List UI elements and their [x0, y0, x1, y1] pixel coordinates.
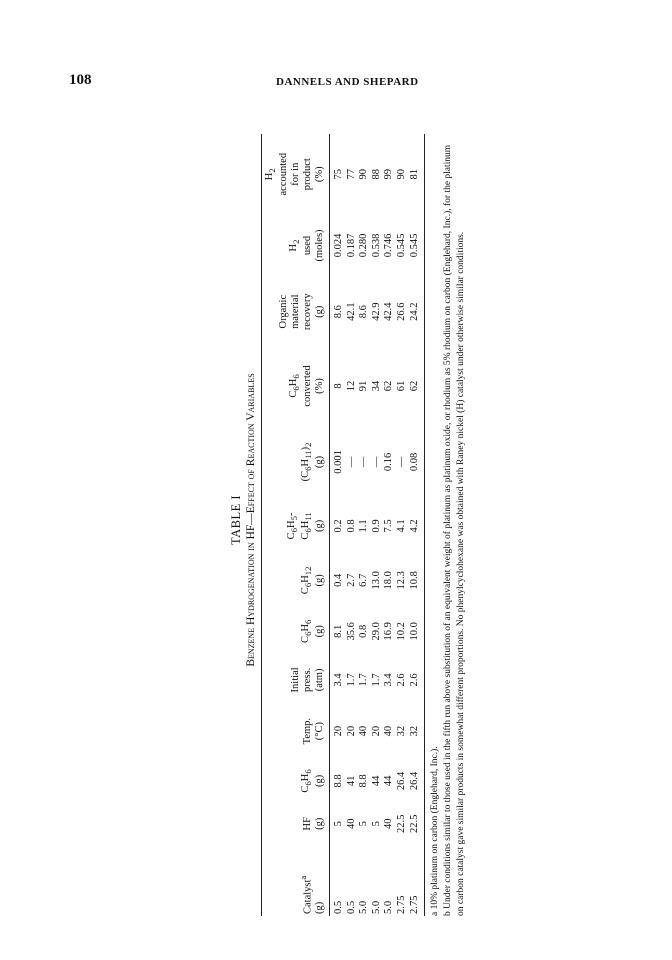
- table-cell: 61: [396, 380, 408, 392]
- table-cell: 1.7: [345, 673, 357, 687]
- table-cell: 5: [333, 821, 345, 827]
- table-cell: 0.746: [383, 233, 395, 258]
- table-row: [396, 134, 409, 916]
- table-cell: 0.8: [358, 624, 370, 638]
- rotated-table-block: [227, 120, 497, 920]
- table-cell: 24.2: [408, 302, 420, 321]
- table-cell: 3.4: [383, 673, 395, 687]
- table-cell: 42.9: [370, 302, 382, 321]
- table-cell: 7.5: [383, 519, 395, 533]
- table-cell: 90: [396, 168, 408, 180]
- table-cell: —: [370, 456, 382, 468]
- table-cell: 8: [333, 383, 345, 389]
- col-recovery: Organic material recovery (g): [278, 293, 326, 331]
- table-row: [346, 134, 359, 916]
- col-bicyclohexyl: $(C_6H_{11})_2$ (g): [300, 442, 326, 482]
- table-cell: 42.4: [383, 302, 395, 321]
- col-hf: HF (g): [302, 817, 326, 831]
- table-cell: 5: [370, 821, 382, 827]
- table-cell: 8.6: [333, 305, 345, 319]
- table-cell: 13.0: [370, 571, 382, 590]
- footnotes: [429, 134, 468, 916]
- table-cell: 41: [345, 775, 357, 787]
- table-cell: 0.4: [333, 573, 345, 587]
- running-head: DANNELS AND SHEPARD: [276, 76, 419, 88]
- footnote-a: a 10% platinum on carbon (Englehard, Inc.).: [430, 746, 441, 916]
- table-cell: 5.0: [370, 900, 382, 914]
- table-cell: 2.75: [396, 895, 408, 914]
- table-cell: 40: [345, 818, 357, 830]
- table-cell: 8.8: [333, 774, 345, 788]
- footnote-b: b Under conditions similar to those used in the fifth run above substitution of an equivalent weight of platinum as platinum oxide, or rhodium as 5% rhodium on carbon (Englehard, Inc.), for the platinum on carbon catalyst gave similar products in somewhat different proportions. No phenylcyclohexane was obtained with Raney nickel (H) catalyst under otherwise similar conditions.: [443, 144, 467, 916]
- table-cell: 40: [358, 725, 370, 737]
- table-row: [358, 134, 371, 916]
- table-cell: 44: [370, 775, 382, 787]
- col-temp: Temp. (°C): [302, 717, 326, 745]
- col-h2-used: $H_2$ used (moles): [288, 229, 326, 262]
- table-cell: 0.024: [333, 233, 345, 258]
- table-cell: 10.2: [396, 622, 408, 641]
- table-cell: 20: [370, 725, 382, 737]
- table-cell: 29.0: [370, 622, 382, 641]
- table-cell: 77: [345, 168, 357, 180]
- table-cell: 91: [358, 380, 370, 392]
- table-cell: 62: [408, 380, 420, 392]
- table-cell: 26.6: [396, 302, 408, 321]
- table-body: [330, 134, 425, 916]
- table-cell: 4.2: [408, 519, 420, 533]
- table-row: [409, 134, 425, 916]
- table-cell: 0.187: [345, 233, 357, 258]
- table-title: Benzene Hydrogenation in HF—Effect of Reaction Variables: [245, 373, 257, 667]
- table-cell: 6.7: [358, 573, 370, 587]
- table-cell: 88: [370, 168, 382, 180]
- table-cell: 0.545: [408, 233, 420, 258]
- table-cell: 0.001: [333, 450, 345, 474]
- table-cell: 5: [358, 821, 370, 827]
- table-cell: 0.545: [396, 233, 408, 258]
- table-cell: 10.8: [408, 571, 420, 590]
- table-cell: 2.6: [408, 673, 420, 687]
- table-cell: 81: [408, 168, 420, 180]
- table-cell: 2.75: [408, 895, 420, 914]
- table-row: [383, 134, 396, 916]
- table-cell: 8.8: [358, 774, 370, 788]
- table-cell: 35.6: [345, 622, 357, 641]
- table-cell: 32: [396, 725, 408, 737]
- table-cell: 44: [383, 775, 395, 787]
- table-cell: 0.9: [370, 519, 382, 533]
- table-cell: 20: [333, 725, 345, 737]
- table-cell: 0.538: [370, 233, 382, 258]
- table-cell: 22.5: [396, 814, 408, 833]
- table-row: [330, 134, 346, 916]
- table-cell: 1.7: [358, 673, 370, 687]
- table-cell: 22.5: [408, 814, 420, 833]
- table-cell: 40: [383, 725, 395, 737]
- table-cell: 5.0: [383, 900, 395, 914]
- table-cell: 1.1: [358, 519, 370, 533]
- table-cell: 20: [345, 725, 357, 737]
- col-converted: $C_6H_6$ converted (%): [288, 365, 326, 407]
- col-catalyst: Catalyst$^a$ (g): [297, 875, 326, 914]
- table-cell: 4.1: [396, 519, 408, 533]
- table-cell: 90: [358, 168, 370, 180]
- col-c6h12: $C_6H_{12}$ (g): [300, 566, 326, 595]
- table-cell: —: [345, 456, 357, 468]
- table-cell: 42.1: [345, 302, 357, 321]
- table-header-row: [262, 134, 330, 916]
- col-phenylcyclohexane: $C_6H_5-$ $C_6H_{11}$ (g): [285, 512, 326, 540]
- table-cell: 34: [370, 380, 382, 392]
- table-row: [371, 134, 384, 916]
- table-cell: 0.5: [345, 900, 357, 914]
- table-cell: 0.5: [333, 900, 345, 914]
- table-cell: 62: [383, 380, 395, 392]
- table-label: TABLE I: [229, 494, 243, 546]
- table-cell: 16.9: [383, 622, 395, 641]
- table-cell: 40: [383, 818, 395, 830]
- table-cell: 8.1: [333, 624, 345, 638]
- col-press: Initial press. (atm): [290, 667, 326, 693]
- table-cell: 75: [333, 168, 345, 180]
- table-cell: 5.0: [358, 900, 370, 914]
- table-cell: —: [358, 456, 370, 468]
- table-cell: 8.6: [358, 305, 370, 319]
- table-cell: 12.3: [396, 571, 408, 590]
- table-cell: 26.4: [396, 771, 408, 791]
- table-cell: 32: [408, 725, 420, 737]
- col-c6h6-in: $C_6H_6$ (g): [300, 769, 326, 793]
- table-cell: 0.08: [408, 452, 420, 472]
- page-number: 108: [69, 72, 92, 88]
- table-cell: 0.2: [333, 519, 345, 533]
- col-h2-accounted: $H_2$ accounted for in product (%): [264, 152, 326, 196]
- table-cell: 3.4: [333, 673, 345, 687]
- table-cell: 0.280: [358, 233, 370, 258]
- table-cell: 2.6: [396, 673, 408, 687]
- table-cell: 0.16: [383, 452, 395, 472]
- table-cell: —: [396, 456, 408, 468]
- table-cell: 26.4: [408, 771, 420, 791]
- data-table: [261, 134, 425, 916]
- table-cell: 12: [345, 380, 357, 392]
- table-cell: 99: [383, 168, 395, 180]
- table-cell: 1.7: [370, 673, 382, 687]
- col-c6h6-out: $C_6H_6$ (g): [300, 619, 326, 643]
- table-cell: 10.0: [408, 622, 420, 641]
- table-cell: 2.7: [345, 573, 357, 587]
- table-cell: 0.8: [345, 519, 357, 533]
- table-cell: 18.0: [383, 571, 395, 590]
